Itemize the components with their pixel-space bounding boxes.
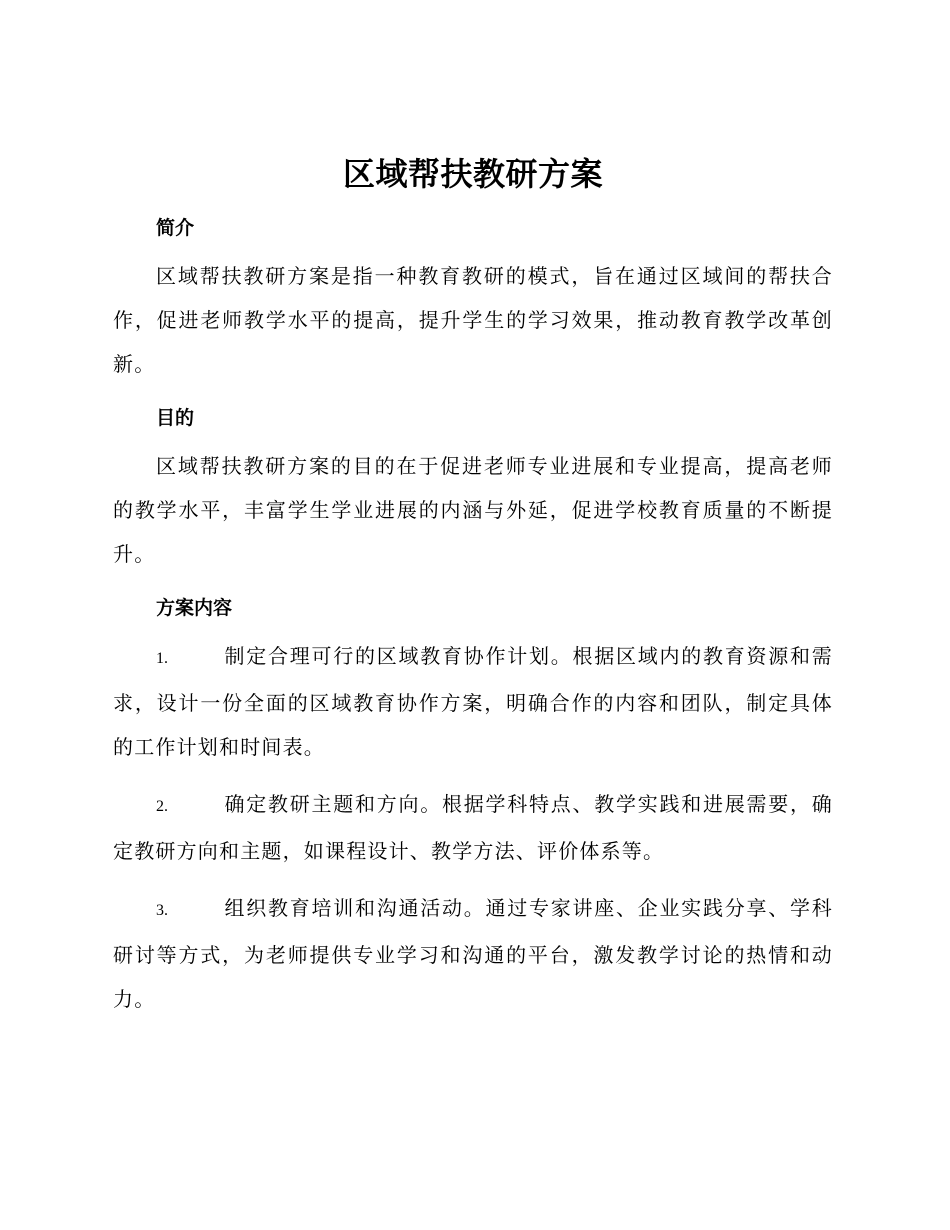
- section-heading-purpose: 目的: [156, 407, 195, 429]
- section-paragraph-intro: 区域帮扶教研方案是指一种教育教研的模式，旨在通过区域间的帮扶合作，促进老师教学水平的提高，提升学生的学习效果，推动教育教学改革创新。: [113, 264, 833, 376]
- list-item: [113, 782, 833, 873]
- section-paragraph-purpose: 区域帮扶教研方案的目的在于促进老师专业进展和专业提高，提高老师的教学水平，丰富学生学业进展的内涵与外延，促进学校教育质量的不断提升。: [113, 454, 833, 566]
- section-heading-intro: 简介: [156, 217, 195, 239]
- section-heading-content: 方案内容: [156, 597, 233, 619]
- list-item-text: 确定教研主题和方向。根据学科特点、教学实践和进展需要，确定教研方向和主题，如课程设计、教学方法、评价体系等。: [113, 792, 833, 863]
- list-item-number: 3.: [156, 902, 168, 919]
- list-item: [113, 634, 833, 769]
- document-title: 区域帮扶教研方案: [342, 155, 603, 193]
- document-content: [113, 146, 833, 1021]
- list-item: [113, 886, 833, 1021]
- list-item-text: 组织教育培训和沟通活动。通过专家讲座、企业实践分享、学科研讨等方式，为老师提供专业学习和沟通的平台，激发教学讨论的热情和动力。: [113, 896, 833, 1011]
- list-item-text: 制定合理可行的区域教育协作计划。根据区域内的教育资源和需求，设计一份全面的区域教育协作方案，明确合作的内容和团队，制定具体的工作计划和时间表。: [113, 644, 833, 759]
- list-item-number: 2.: [156, 798, 168, 815]
- list-item-number: 1.: [156, 650, 168, 667]
